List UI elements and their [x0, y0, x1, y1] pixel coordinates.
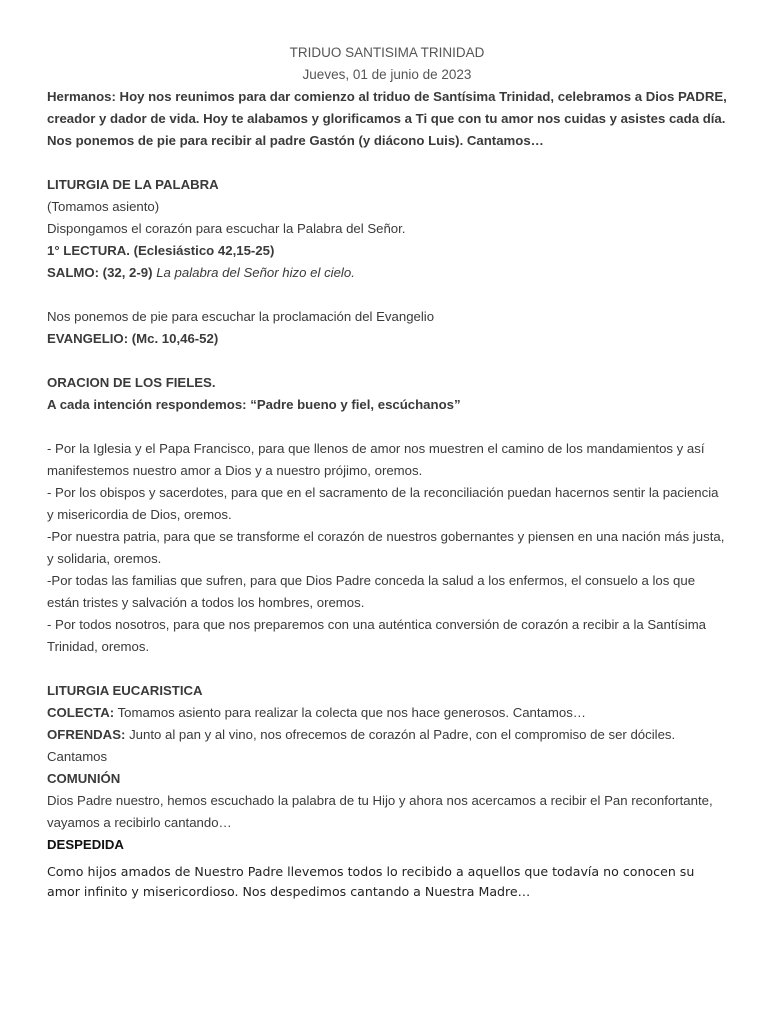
ofrendas-line [47, 724, 727, 768]
primera-lectura: 1° LECTURA. (Eclesiástico 42,15-25) [47, 243, 275, 258]
evangelio-reference: EVANGELIO: (Mc. 10,46-52) [47, 331, 219, 346]
intention-item: -Por todas las familias que sufren, para que Dios Padre conceda la salud a los enfermos, el consuelo a los que están tristes y salvación a todos los hombres, oremos. [47, 573, 696, 610]
intro-standing: Nos ponemos de pie para recibir al padre Gastón (y diácono Luis). Cantamos… [47, 133, 544, 148]
despedida-heading: DESPEDIDA [47, 837, 124, 852]
oracion-fieles-response: A cada intención respondemos: “Padre bueno y fiel, escúchanos” [47, 397, 461, 412]
evangelio-intro: Nos ponemos de pie para escuchar la proclamación del Evangelio [47, 309, 435, 324]
intro-paragraph: Hermanos: Hoy nos reunimos para dar comienzo al triduo de Santísima Trinidad, celebramos a Dios PADRE, creador y dador de vida. Hoy te alabamos y glorificamos a Ti que con tu amor nos cuidas y asistes cada día. [47, 89, 727, 126]
despedida-text: Como hijos amados de Nuestro Padre llevemos todos lo recibido a aquellos que todavía no conocen su amor infinito y misericordioso. Nos despedimos cantando a Nuestra Madre… [47, 864, 695, 899]
liturgia-palabra-note: (Tomamos asiento) [47, 199, 160, 214]
colecta-label: COLECTA: [47, 705, 115, 720]
salmo-label: SALMO: (32, 2-9) [47, 265, 153, 280]
salmo-response: La palabra del Señor hizo el cielo. [156, 265, 355, 280]
salmo-line [47, 262, 727, 284]
intention-item: - Por los obispos y sacerdotes, para que en el sacramento de la reconciliación puedan hacernos sentir la paciencia y misericordia de Dios, oremos. [47, 485, 719, 522]
liturgia-palabra-heading: LITURGIA DE LA PALABRA [47, 177, 219, 192]
document-date: Jueves, 01 de junio de 2023 [302, 67, 472, 82]
ofrendas-text: Junto al pan y al vino, nos ofrecemos de corazón al Padre, con el compromiso de ser dóciles. Cantamos [47, 727, 676, 764]
colecta-text: Tomamos asiento para realizar la colecta que nos hace generosos. Cantamos… [114, 705, 586, 720]
document-title: TRIDUO SANTISIMA TRINIDAD [289, 45, 485, 60]
oracion-fieles-heading: ORACION DE LOS FIELES. [47, 375, 216, 390]
comunion-text: Dios Padre nuestro, hemos escuchado la palabra de tu Hijo y ahora nos acercamos a recibir el Pan reconfortante, vayamos a recibirlo cantando… [47, 793, 713, 830]
intention-item: - Por la Iglesia y el Papa Francisco, para que llenos de amor nos muestren el camino de los mandamientos y así manifestemos nuestro amor a Dios y a nuestro prójimo, oremos. [47, 441, 705, 478]
intentions-list [47, 438, 727, 658]
liturgia-palabra-intro: Dispongamos el corazón para escuchar la Palabra del Señor. [47, 221, 406, 236]
document-header [47, 42, 727, 86]
intention-item: -Por nuestra patria, para que se transforme el corazón de nuestros gobernantes y piensen en una nación más justa, y solidaria, oremos. [47, 529, 725, 566]
document-page [47, 42, 727, 902]
intention-item: - Por todos nosotros, para que nos preparemos con una auténtica conversión de corazón a recibir a la Santísima Trinidad, oremos. [47, 617, 707, 654]
liturgia-eucaristica-heading: LITURGIA EUCARISTICA [47, 683, 203, 698]
comunion-heading: COMUNIÓN [47, 771, 121, 786]
ofrendas-label: OFRENDAS: [47, 727, 126, 742]
colecta-line [47, 702, 727, 724]
